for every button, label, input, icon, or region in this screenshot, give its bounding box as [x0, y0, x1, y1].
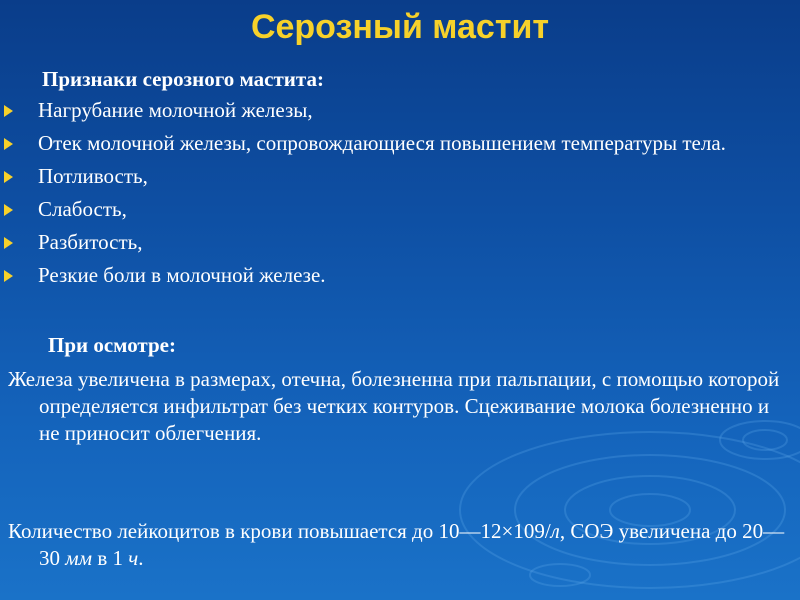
unit-hour: ч: [128, 546, 139, 570]
sign-text: Резкие боли в молочной железе.: [38, 263, 326, 287]
sign-text: Слабость,: [38, 197, 127, 221]
list-item: [0, 96, 780, 125]
sign-text: Потливость,: [38, 164, 148, 188]
signs-heading: Признаки серозного мастита:: [42, 67, 324, 91]
arrow-bullet-icon: [4, 138, 13, 150]
sign-text: Нагрубание молочной железы,: [38, 98, 313, 122]
slide-title: Серозный мастит: [250, 8, 550, 46]
unit-mm: мм: [65, 546, 93, 570]
list-item: [0, 195, 780, 224]
list-item: [0, 129, 780, 158]
list-item: [0, 162, 780, 191]
lab-text-in: в 1: [92, 546, 129, 570]
sign-text: Разбитость,: [38, 230, 143, 254]
signs-list: [0, 96, 780, 294]
arrow-bullet-icon: [4, 237, 13, 249]
unit-liter: л: [550, 519, 560, 543]
lab-paragraph: [8, 518, 788, 572]
exam-heading: При осмотре:: [48, 333, 176, 357]
exam-paragraph: Железа увеличена в размерах, отечна, болезненна при пальпации, с помощью которой определяется инфильтрат без четких контуров. Сцеживание молока болезненно и не приносит облегчения.: [8, 367, 780, 445]
list-item: [0, 228, 780, 257]
lab-text-mid: , СОЭ увеличена до 20—30: [39, 519, 785, 570]
list-item: [0, 261, 780, 290]
arrow-bullet-icon: [4, 204, 13, 216]
arrow-bullet-icon: [4, 171, 13, 183]
lab-text-prefix: Количество лейкоцитов в крови повышается до 10—12×109/: [8, 519, 551, 543]
arrow-bullet-icon: [4, 105, 13, 117]
sign-text: Отек молочной железы, сопровождающиеся повышением температуры тела.: [38, 131, 726, 155]
arrow-bullet-icon: [4, 270, 13, 282]
lab-text-end: .: [138, 546, 144, 570]
